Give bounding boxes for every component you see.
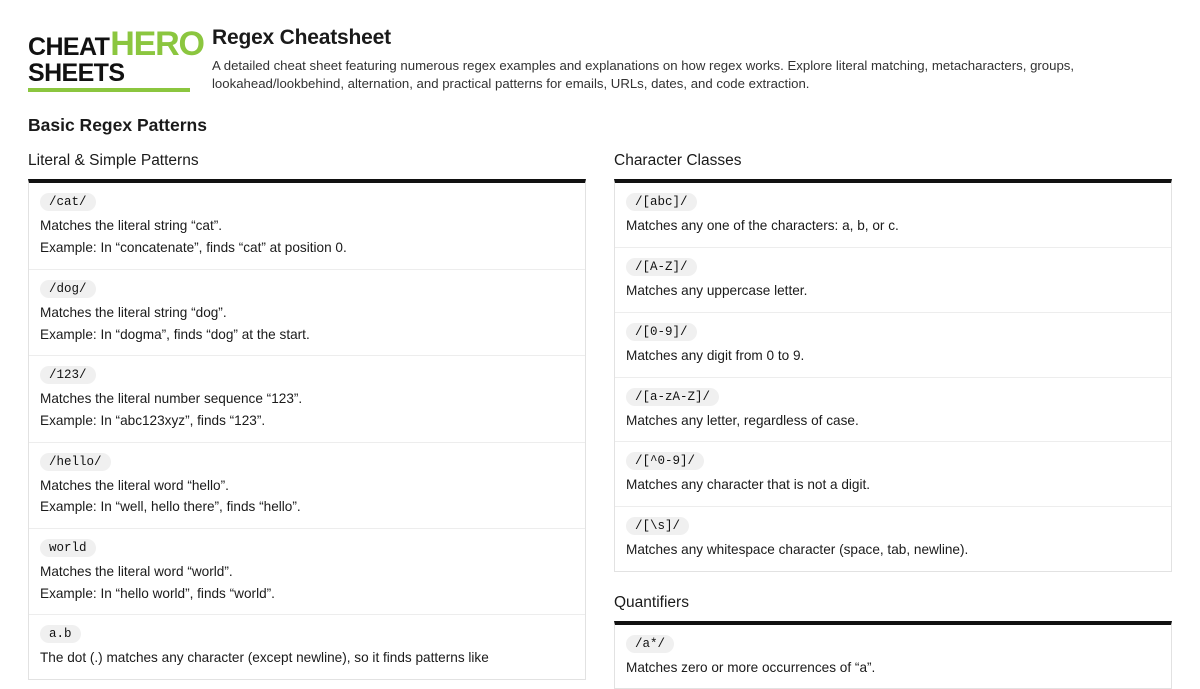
pattern-code: world [40,539,96,557]
pattern-code: /cat/ [40,193,96,211]
pattern-code: /[abc]/ [626,193,697,211]
pattern-code: /a*/ [626,635,674,653]
list-item [615,248,1171,313]
pattern-code: /[0-9]/ [626,323,697,341]
brand-logo-line-1 [28,25,204,63]
pattern-description: Matches the literal string “cat”. [40,218,223,234]
card-character-classes [614,179,1172,571]
pattern-example: Example: In “dogma”, finds “dog” at the start. [40,326,310,342]
pattern-example: Example: In “concatenate”, finds “cat” at position 0. [40,240,347,256]
pattern-code: /123/ [40,366,96,384]
pattern-code: /dog/ [40,280,96,298]
pattern-description: Matches any letter, regardless of case. [626,412,859,428]
card-quantifiers [614,621,1172,689]
column-left [28,152,586,689]
group-title-quantifiers: Quantifiers [614,593,689,611]
group-title-character-classes: Character Classes [614,152,742,170]
pattern-code: /[A-Z]/ [626,258,697,276]
pattern-code: /hello/ [40,453,111,471]
list-item [615,378,1171,443]
pattern-description: Matches zero or more occurrences of “a”. [626,659,876,675]
list-item [615,625,1171,689]
list-item [29,270,585,356]
brand-logo [28,24,204,92]
brand-cheat-text: CHEAT [28,33,110,61]
pattern-description: Matches any character that is not a digit. [626,477,871,493]
page-header [28,24,1172,93]
pattern-description: Matches any digit from 0 to 9. [626,347,805,363]
pattern-code: a.b [40,625,81,643]
list-item [29,443,585,529]
list-item [29,183,585,269]
pattern-description: The dot (.) matches any character (except newline), so it finds patterns like [40,650,489,666]
list-item [29,529,585,615]
list-item [29,615,585,679]
pattern-example: Example: In “abc123xyz”, finds “123”. [40,412,266,428]
pattern-description: Matches the literal word “hello”. [40,477,229,493]
brand-sheets-text: SHEETS [28,58,125,87]
pattern-description: Matches any uppercase letter. [626,283,808,299]
pattern-code: /[\s]/ [626,517,689,535]
list-item [615,183,1171,248]
pattern-description: Matches the literal number sequence “123”. [40,391,303,407]
brand-underline [28,88,190,92]
list-item [615,507,1171,571]
page-description: A detailed cheat sheet featuring numerous regex examples and explanations on how regex works. Explore literal matching, metacharacters, groups, lookahead/lookbehind, alternation, and practical patterns for emails, URLs, dates, and code extraction. [212,58,1075,92]
pattern-example: Example: In “well, hello there”, finds “hello”. [40,499,301,515]
pattern-description: Matches the literal word “world”. [40,564,233,580]
pattern-description: Matches any one of the characters: a, b, or c. [626,218,899,234]
pattern-description: Matches any whitespace character (space, tab, newline). [626,541,969,557]
section-title: Basic Regex Patterns [28,115,207,136]
pattern-code: /[^0-9]/ [626,452,704,470]
column-right [614,152,1172,689]
group-title-literal: Literal & Simple Patterns [28,152,199,170]
list-item [615,442,1171,507]
list-item [29,356,585,442]
content-columns [28,152,1172,689]
list-item [615,313,1171,378]
pattern-code: /[a-zA-Z]/ [626,388,719,406]
card-literal-patterns [28,179,586,680]
page-title: Regex Cheatsheet [212,26,391,49]
pattern-example: Example: In “hello world”, finds “world”. [40,585,275,601]
pattern-description: Matches the literal string “dog”. [40,304,227,320]
brand-logo-line-2 [28,58,190,87]
header-text-block [212,24,1172,93]
brand-hero-text: HERO [110,25,204,63]
